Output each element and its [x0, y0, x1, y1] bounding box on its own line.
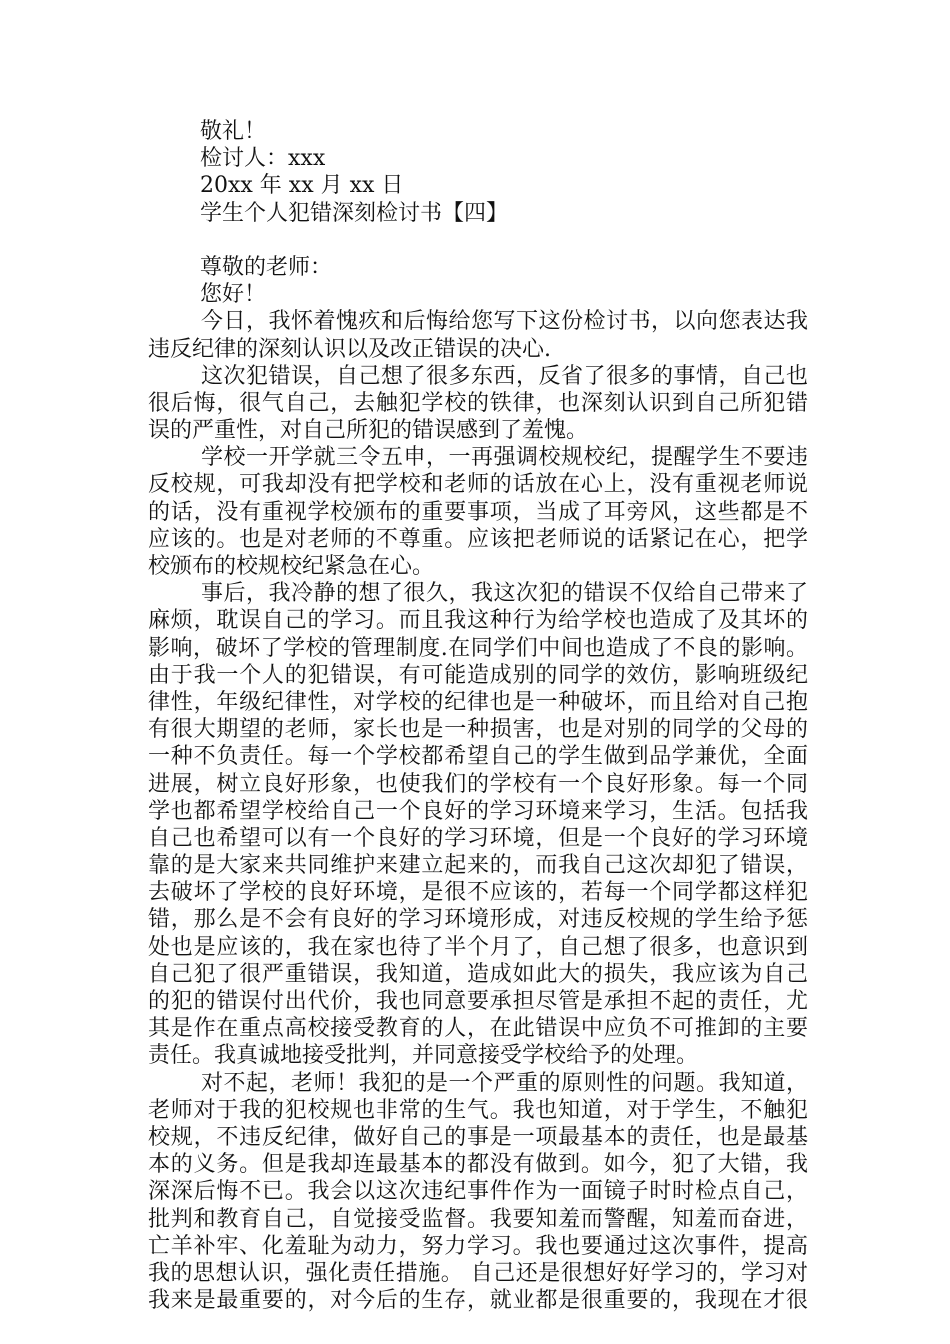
paragraph-line: 影响，破坏了学校的管理制度.在同学们中间也造成了不良的影响。	[148, 635, 808, 661]
body-paragraphs	[148, 308, 808, 1314]
paragraph-line: 我来是最重要的，对今后的生存，就业都是很重要的，我现在才很	[148, 1288, 808, 1314]
letter-body	[148, 118, 808, 1314]
paragraph-line: 学也都希望学校给自己一个良好的学习环境来学习，生活。包括我	[148, 798, 808, 824]
date-line: 20xx 年 xx 月 xx 日	[200, 173, 404, 199]
paragraph-line: 误的严重性，对自己所犯的错误感到了羞愧。	[148, 418, 589, 444]
paragraph	[148, 363, 808, 445]
paragraph-line: 去破坏了学校的良好环境，是很不应该的，若每一个同学都这样犯	[148, 880, 808, 906]
paragraph	[148, 444, 808, 580]
paragraph-line: 学校一开学就三令五申，一再强调校规校纪，提醒学生不要违	[201, 445, 808, 471]
paragraph-line: 律性，年级纪律性，对学校的纪律也是一种破坏，而且给对自己抱	[148, 689, 808, 715]
paragraph-line: 错，那么是不会有良好的学习环境形成，对违反校规的学生给予惩	[148, 907, 808, 933]
paragraph-line: 这次犯错误，自己想了很多东西，反省了很多的事情，自己也	[201, 363, 808, 389]
paragraph	[148, 1070, 808, 1315]
paragraph-line: 有很大期望的老师，家长也是一种损害，也是对别的同学的父母的	[148, 717, 808, 743]
paragraph-line: 深深后悔不已。我会以这次违纪事件作为一面镜子时时检点自己，	[148, 1179, 808, 1205]
paragraph-line: 批判和教育自己，自觉接受监督。我要知羞而警醒，知羞而奋进，	[148, 1206, 808, 1232]
paragraph-line: 进展，树立良好形象，也使我们的学校有一个良好形象。每一个同	[148, 771, 808, 797]
paragraph-line: 老师对于我的犯校规也非常的生气。我也知道，对于学生，不触犯	[148, 1097, 808, 1123]
paragraph-line: 麻烦，耽误自己的学习。而且我这种行为给学校也造成了及其坏的	[148, 608, 808, 634]
greeting: 您好！	[200, 282, 267, 308]
paragraph-line: 我的思想认识，强化责任措施。 自己还是很想好好学习的，学习对	[148, 1260, 808, 1286]
paragraph	[148, 580, 808, 1069]
paragraph-line: 今日，我怀着愧疚和后悔给您写下这份检讨书，以向您表达我	[201, 309, 808, 335]
blank-line	[148, 227, 808, 254]
paragraph-line: 亡羊补牢、化羞耻为动力，努力学习。我也要通过这次事件，提高	[148, 1233, 808, 1259]
header-block	[148, 118, 808, 227]
signature-line: 检讨人：xxx	[200, 146, 326, 172]
closing-salute: 敬礼！	[200, 119, 267, 144]
paragraph-line: 责任。我真诚地接受批判，并同意接受学校给予的处理。	[148, 1043, 699, 1069]
paragraph-line: 违反纪律的深刻认识以及改正错误的决心.	[148, 336, 551, 362]
section-title: 学生个人犯错深刻检讨书【四】	[200, 200, 509, 226]
paragraph-line: 本的义务。但是我却连最基本的都没有做到。如今，犯了大错，我	[148, 1152, 808, 1178]
paragraph-line: 校颁布的校规校纪紧急在心。	[148, 554, 435, 579]
paragraph-line: 由于我一个人的犯错误，有可能造成别的同学的效仿，影响班级纪	[148, 662, 808, 688]
paragraph-line: 的话，没有重视学校颁布的重要事项，当成了耳旁风，这些都是不	[148, 499, 808, 525]
paragraph	[148, 308, 808, 362]
paragraph-line: 处也是应该的，我在家也待了半个月了，自己想了很多，也意识到	[148, 934, 808, 960]
salutation: 尊敬的老师：	[200, 254, 333, 280]
paragraph-line: 一种不负责任。每一个学校都希望自己的学生做到品学兼优，全面	[148, 744, 808, 770]
paragraph-line: 自己也希望可以有一个良好的学习环境，但是一个良好的学习环境	[148, 825, 808, 851]
paragraph-line: 反校规，可我却没有把学校和老师的话放在心上，没有重视老师说	[148, 472, 808, 498]
paragraph-line: 靠的是大家来共同维护来建立起来的，而我自己这次却犯了错误，	[148, 853, 808, 879]
paragraph-line: 很后悔，很气自己，去触犯学校的铁律，也深刻认识到自己所犯错	[148, 390, 808, 416]
paragraph-line: 的犯的错误付出代价，我也同意要承担尽管是承担不起的责任，尤	[148, 989, 808, 1014]
paragraph-line: 应该的。也是对老师的不尊重。应该把老师说的话紧记在心，把学	[148, 526, 808, 552]
paragraph-line: 其是作在重点高校接受教育的人，在此错误中应负不可推卸的主要	[148, 1016, 808, 1042]
paragraph-line: 校规，不违反纪律，做好自己的事是一项最基本的责任，也是最基	[148, 1124, 808, 1150]
paragraph-line: 自己犯了很严重错误，我知道，造成如此大的损失，我应该为自己	[148, 961, 808, 987]
paragraph-line: 对不起，老师！我犯的是一个严重的原则性的问题。我知道，	[201, 1070, 808, 1096]
paragraph-line: 事后，我冷静的想了很久，我这次犯的错误不仅给自己带来了	[201, 581, 808, 607]
